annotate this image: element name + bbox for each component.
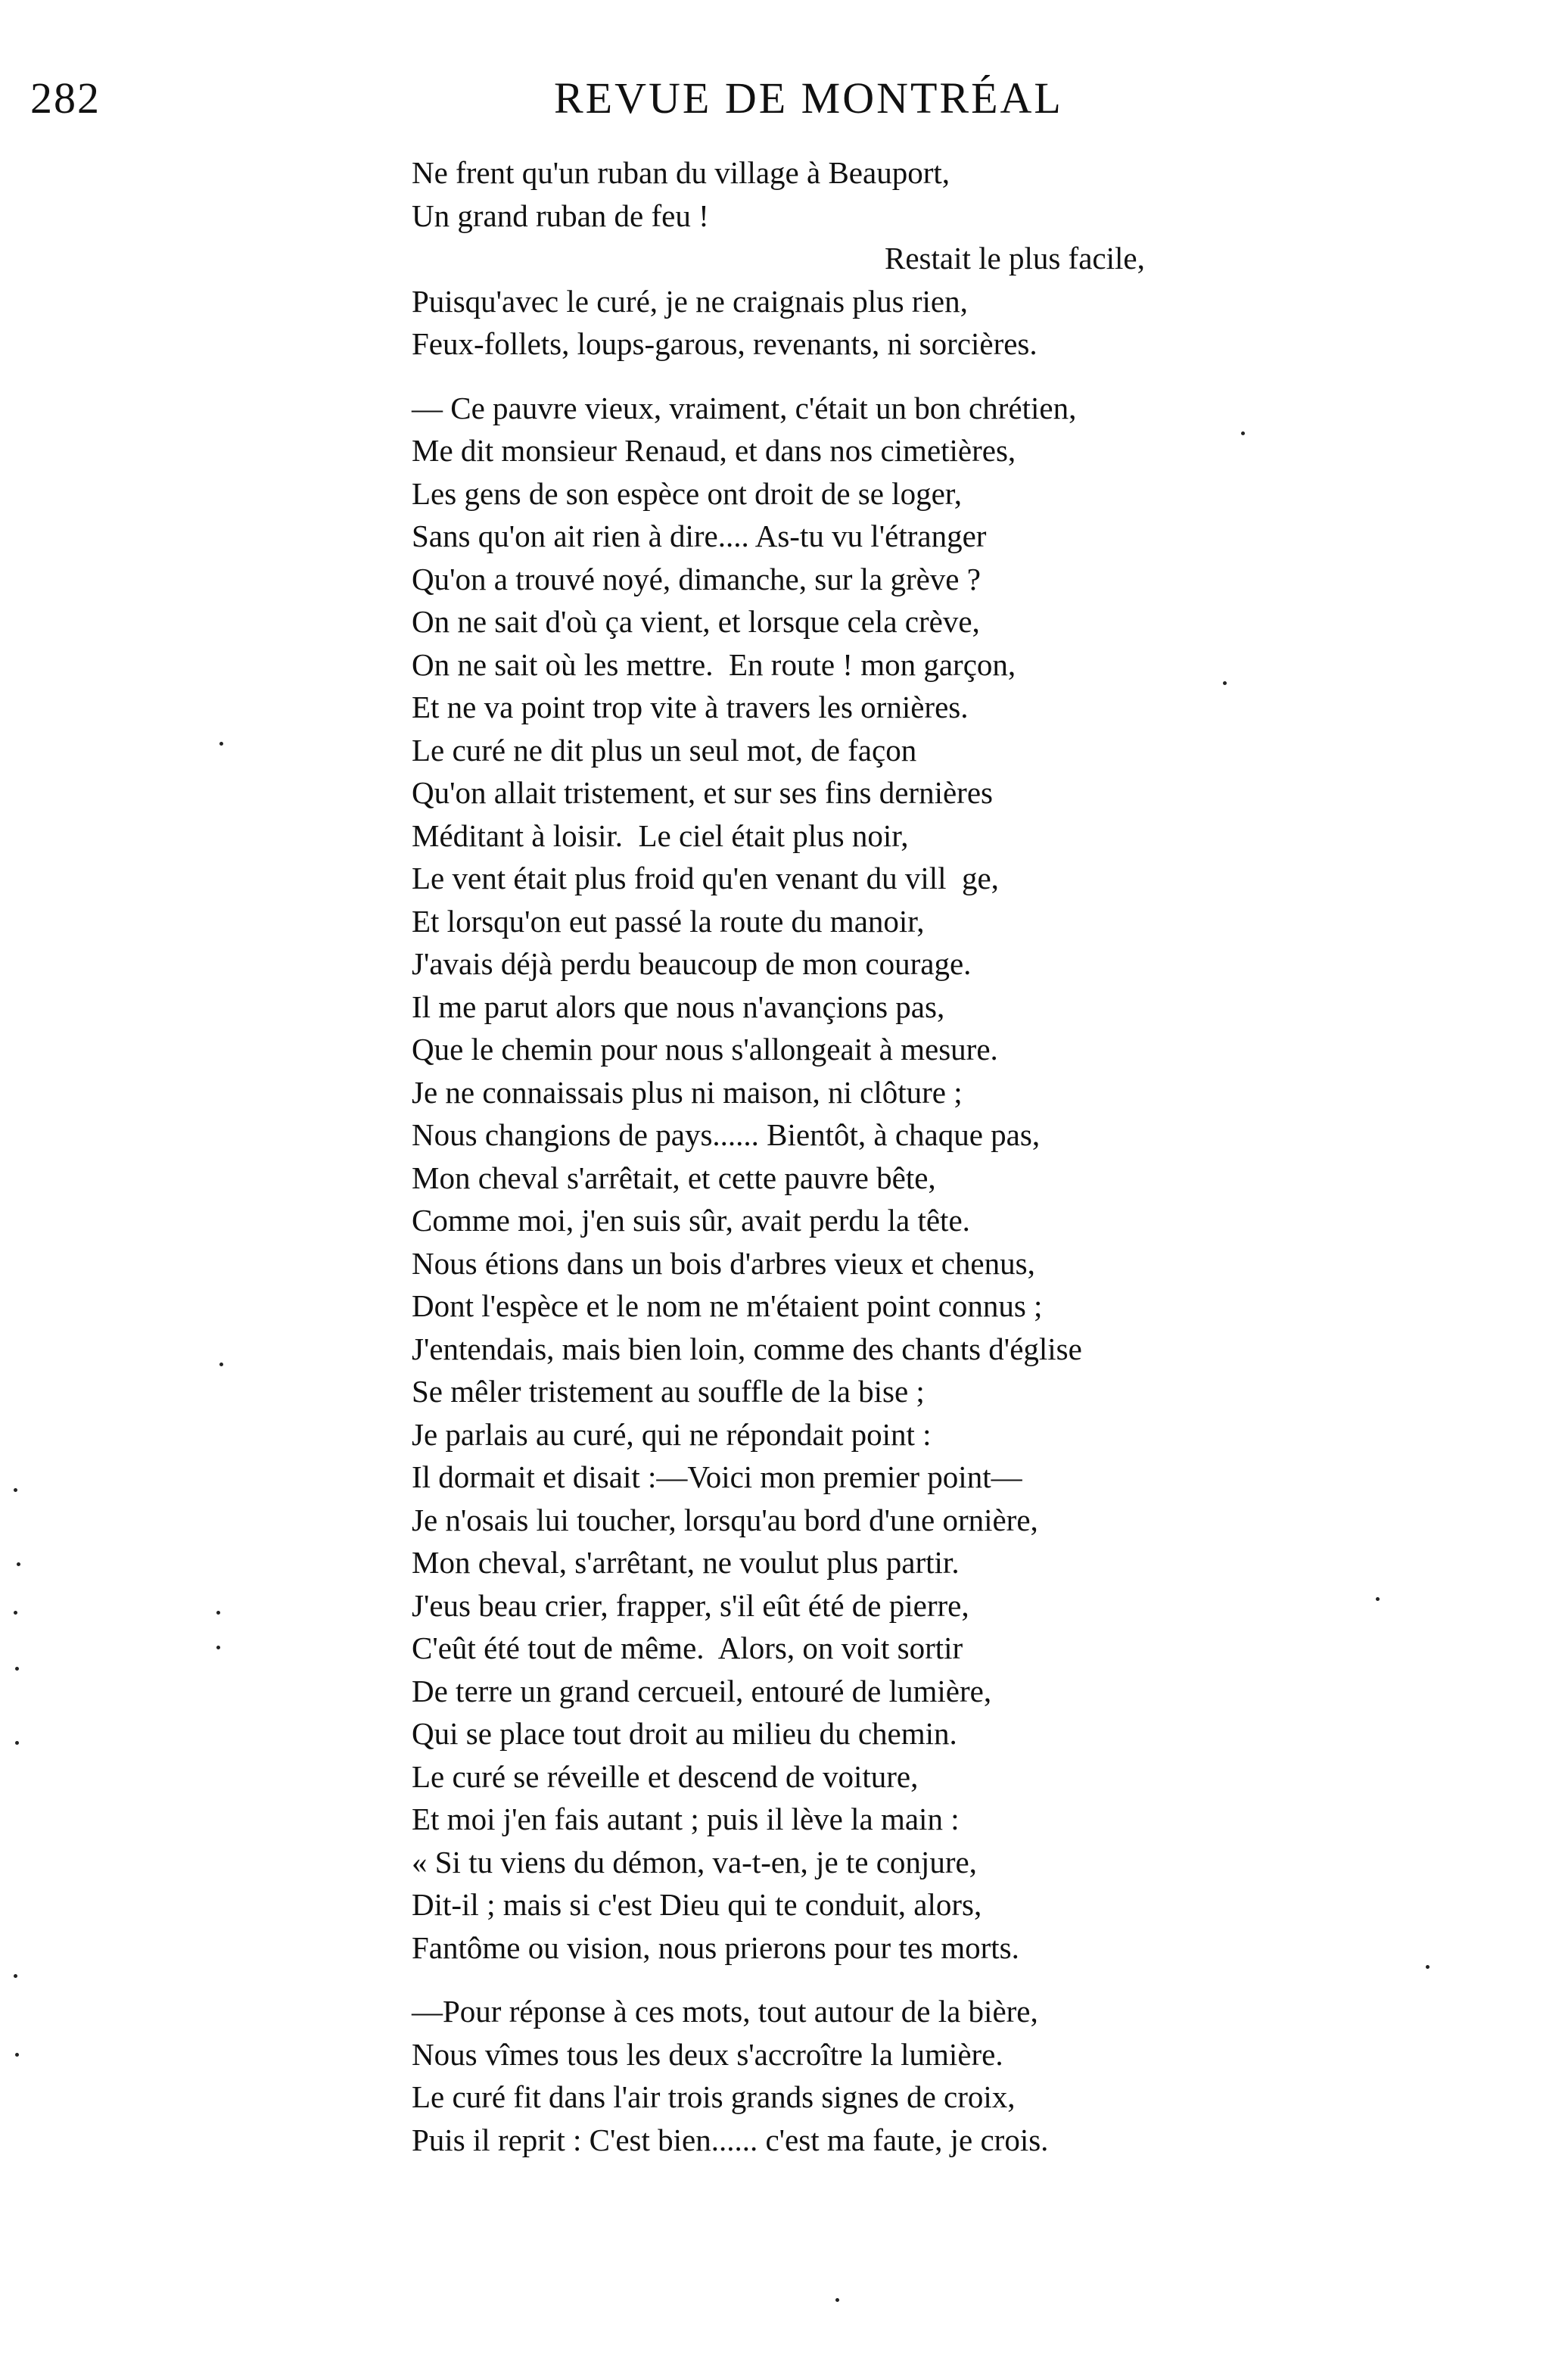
scan-speck: [15, 1667, 19, 1671]
poem-line: De terre un grand cercueil, entouré de lumière,: [412, 1673, 992, 1708]
poem-line: Comme moi, j'en suis sûr, avait perdu la tête.: [412, 1203, 970, 1238]
scan-speck: [219, 1363, 223, 1366]
poem-line: Je n'osais lui toucher, lorsqu'au bord d'une ornière,: [412, 1502, 1038, 1537]
poem-line: Nous étions dans un bois d'arbres vieux et chenus,: [412, 1245, 1035, 1281]
poem-line: Qu'on allait tristement, et sur ses fins dernières: [412, 775, 993, 810]
poem-line: — Ce pauvre vieux, vraiment, c'était un bon chrétien,: [412, 390, 1077, 425]
stanza-break: [412, 1969, 1547, 1990]
poem-line: Il dormait et disait :—Voici mon premier point—: [412, 1459, 1022, 1494]
poem-line: C'eût été tout de même. Alors, on voit sortir: [412, 1630, 963, 1665]
scan-speck: [14, 1974, 17, 1978]
scan-speck: [1426, 1965, 1430, 1969]
poem-line: Sans qu'on ait rien à dire.... As-tu vu l'étranger: [412, 519, 987, 553]
page-number: 282: [30, 73, 101, 123]
poem-line: J'eus beau crier, frapper, s'il eût été de pierre,: [412, 1587, 969, 1623]
scan-speck: [14, 1611, 17, 1615]
poem-line: Dont l'espèce et le nom ne m'étaient point connus ;: [412, 1288, 1043, 1323]
poem-line: Je parlais au curé, qui ne répondait point :: [412, 1416, 932, 1452]
poem-line: Ne frent qu'un ruban du village à Beauport,: [412, 155, 950, 190]
poem-line: Nous changions de pays...... Bientôt, à chaque pas,: [412, 1117, 1041, 1152]
scan-speck: [216, 1646, 220, 1649]
poem-line: Il me parut alors que nous n'avançions pas,: [412, 989, 945, 1024]
scan-speck: [219, 742, 223, 746]
poem-line: Restait le plus facile,: [885, 241, 1145, 276]
running-head: REVUE DE MONTRÉAL: [554, 73, 1063, 123]
poem-line: Dit-il ; mais si c'est Dieu qui te conduit, alors,: [412, 1887, 982, 1922]
poem-line: Mon cheval s'arrêtait, et cette pauvre bête,: [412, 1160, 936, 1195]
scan-speck: [1376, 1597, 1380, 1601]
scan-speck: [1223, 681, 1227, 685]
poem-line: Qui se place tout droit au milieu du chemin.: [412, 1716, 957, 1751]
poem-body: [412, 151, 1547, 2161]
poem-line: Qu'on a trouvé noyé, dimanche, sur la grève ?: [412, 561, 981, 596]
scan-speck: [17, 1562, 20, 1566]
poem-line: Fantôme ou vision, nous prierons pour tes morts.: [412, 1929, 1019, 1965]
poem-line: Le vent était plus froid qu'en venant du vill ge,: [412, 861, 999, 895]
poem-line: Et moi j'en fais autant ; puis il lève la main :: [412, 1802, 960, 1836]
poem-line: Le curé fit dans l'air trois grands signes de croix,: [412, 2079, 1016, 2114]
scan-speck: [14, 1488, 17, 1492]
scan-speck: [835, 2298, 839, 2302]
poem-line: Se mêler tristement au souffle de la bise ;: [412, 1374, 925, 1409]
poem-line: Me dit monsieur Renaud, et dans nos cimetières,: [412, 433, 1016, 468]
poem-line: Nous vîmes tous les deux s'accroître la lumière.: [412, 2036, 1003, 2072]
poem-line: Et ne va point trop vite à travers les ornières.: [412, 690, 969, 724]
poem-line: On ne sait d'où ça vient, et lorsque cela crève,: [412, 604, 980, 639]
poem-line: Les gens de son espèce ont droit de se loger,: [412, 475, 963, 511]
poem-line: Le curé ne dit plus un seul mot, de façon: [412, 732, 917, 768]
poem-line: —Pour réponse à ces mots, tout autour de la bière,: [412, 1994, 1038, 2029]
poem-line: Un grand ruban de feu !: [412, 198, 709, 233]
poem-line: Puis il reprit : C'est bien...... c'est ma faute, je crois.: [412, 2122, 1049, 2157]
poem-line: Mon cheval, s'arrêtant, ne voulut plus partir.: [412, 1545, 960, 1580]
poem-line: « Si tu viens du démon, va-t-en, je te conjure,: [412, 1844, 977, 1880]
poem-line: J'entendais, mais bien loin, comme des chants d'église: [412, 1331, 1082, 1366]
poem-line: Le curé se réveille et descend de voiture,: [412, 1758, 919, 1794]
poem-line: Je ne connaissais plus ni maison, ni clôture ;: [412, 1074, 963, 1110]
poem-line: Puisqu'avec le curé, je ne craignais plus rien,: [412, 283, 968, 319]
scan-speck: [15, 1741, 19, 1745]
scan-speck: [1241, 431, 1245, 435]
poem-line: On ne sait où les mettre. En route ! mon garçon,: [412, 646, 1016, 682]
poem-line: Et lorsqu'on eut passé la route du manoir,: [412, 903, 925, 939]
scan-speck: [216, 1611, 220, 1615]
poem-line: Méditant à loisir. Le ciel était plus noir,: [412, 818, 909, 853]
poem-line: J'avais déjà perdu beaucoup de mon courage.: [412, 946, 972, 981]
scan-speck: [15, 2053, 19, 2057]
stanza-break: [412, 366, 1547, 387]
poem-line: Feux-follets, loups-garous, revenants, ni sorcières.: [412, 326, 1038, 361]
poem-line: Que le chemin pour nous s'allongeait à mesure.: [412, 1032, 998, 1067]
